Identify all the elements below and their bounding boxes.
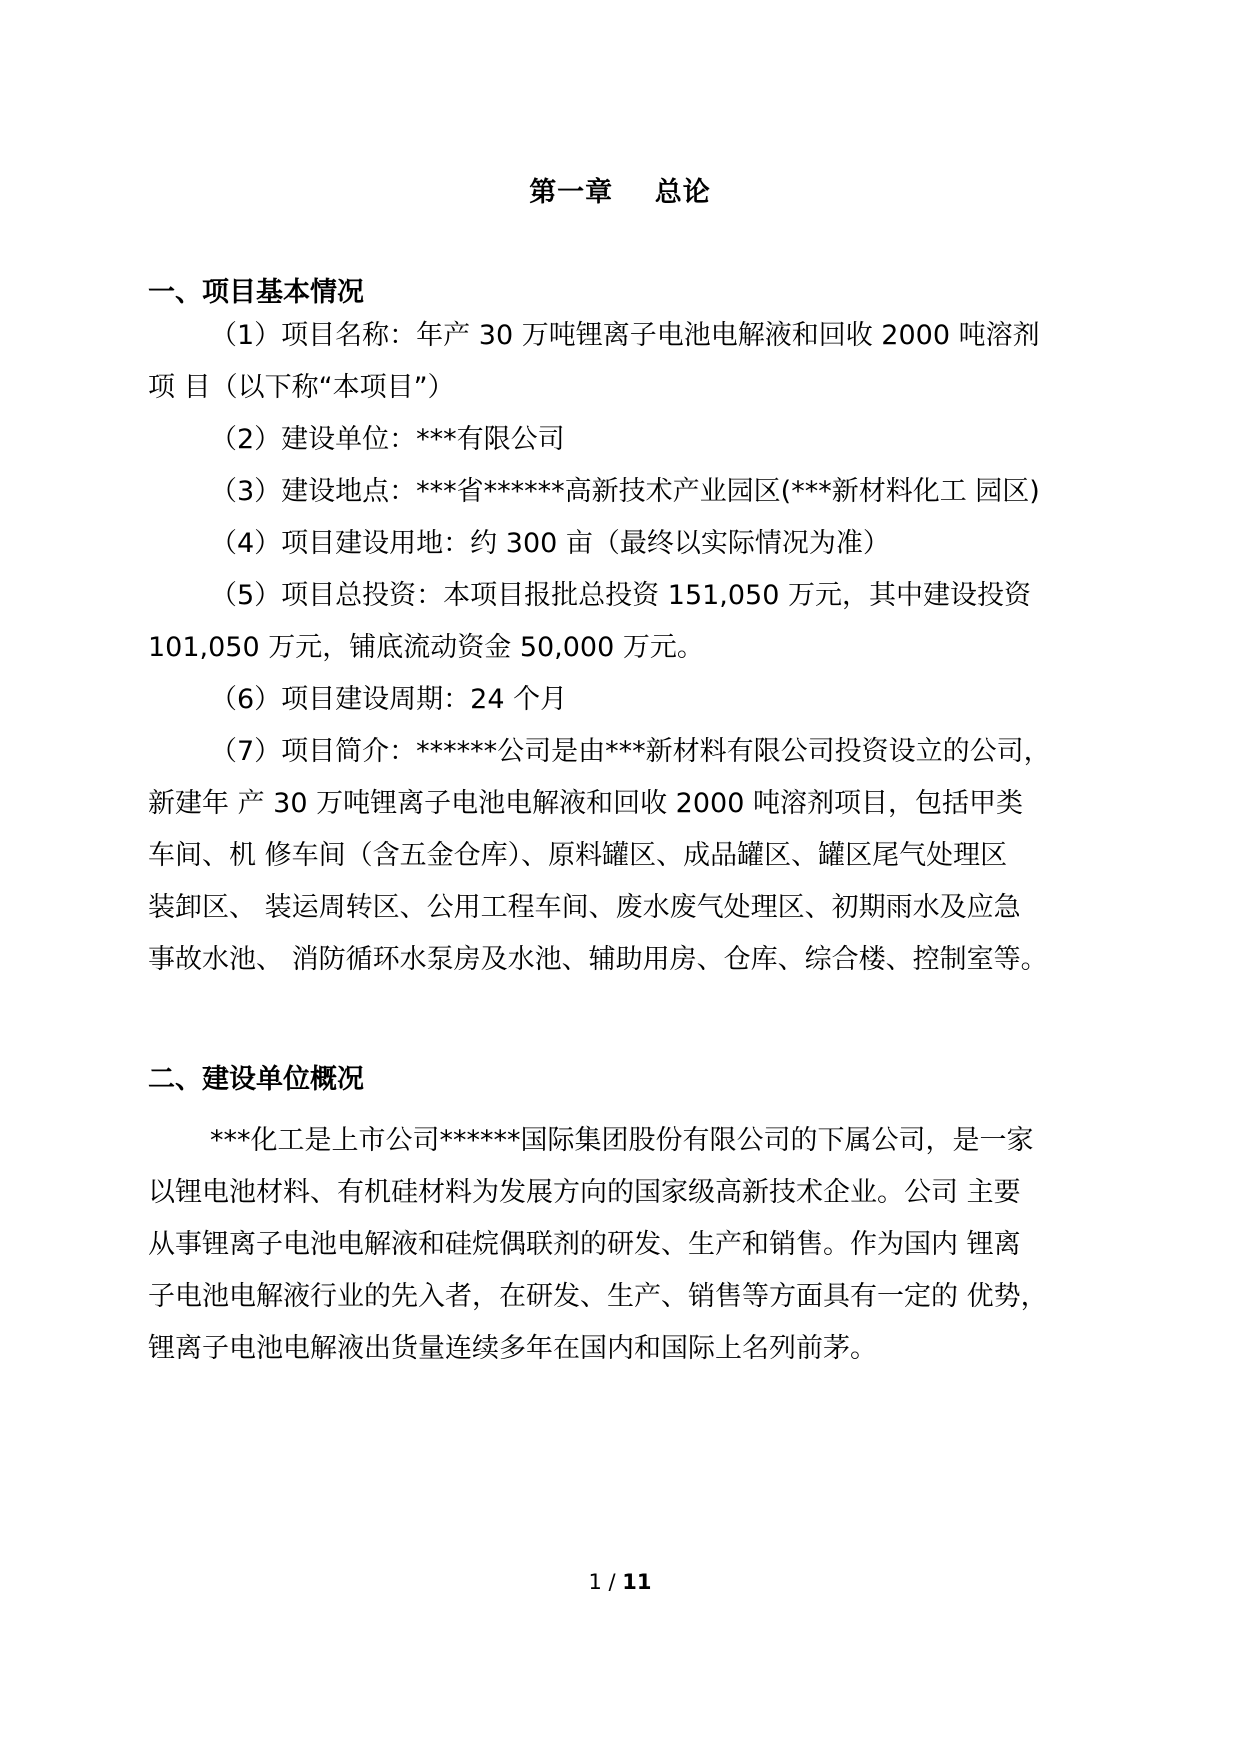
paragraph-line: 子电池电解液行业的先入者，在研发、生产、销售等方面具有一定的 优势， bbox=[148, 1281, 1048, 1312]
paragraph-line: （1）项目名称：年产 30 万吨锂离子电池电解液和回收 2000 吨溶剂 bbox=[210, 320, 1040, 351]
paragraph-line: （4）项目建设用地：约 300 亩（最终以实际情况为准） bbox=[210, 528, 890, 559]
paragraph-line: 以锂电池材料、有机硅材料为发展方向的国家级高新技术企业。公司 主要 bbox=[148, 1177, 1021, 1208]
paragraph-line: （3）建设地点：***省******高新技术产业园区(***新材料化工 园区) bbox=[210, 476, 1040, 507]
section-heading-company-overview: 二、建设单位概况 bbox=[148, 1064, 364, 1095]
paragraph-line: 锂离子电池电解液出货量连续多年在国内和国际上名列前茅。 bbox=[148, 1333, 877, 1364]
page-number-separator: / bbox=[601, 1570, 623, 1594]
current-page-number: 1 bbox=[588, 1570, 602, 1594]
paragraph-line: 装卸区、 装运周转区、公用工程车间、废水废气处理区、初期雨水及应急 bbox=[148, 892, 1021, 923]
page-number bbox=[0, 1570, 1240, 1594]
paragraph-line: （5）项目总投资：本项目报批总投资 151,050 万元，其中建设投资 bbox=[210, 580, 1031, 611]
project-overview-body bbox=[148, 310, 1103, 986]
total-page-count: 11 bbox=[622, 1570, 652, 1594]
chapter-title: 第一章 总论 bbox=[529, 177, 711, 208]
company-overview-body bbox=[148, 1115, 1103, 1375]
paragraph-line: 车间、机 修车间（含五金仓库）、原料罐区、成品罐区、罐区尾气处理区 bbox=[148, 840, 1008, 871]
paragraph-line: ***化工是上市公司******国际集团股份有限公司的下属公司，是一家 bbox=[210, 1125, 1034, 1156]
paragraph-line: 事故水池、 消防循环水泵房及水池、辅助用房、仓库、综合楼、控制室等。 bbox=[148, 944, 1048, 975]
paragraph-line: 项 目（以下称“本项目”） bbox=[148, 372, 455, 403]
section-heading-project-overview: 一、项目基本情况 bbox=[148, 277, 364, 308]
paragraph-line: 新建年 产 30 万吨锂离子电池电解液和回收 2000 吨溶剂项目，包括甲类 bbox=[148, 788, 1023, 819]
paragraph-line: （6）项目建设周期：24 个月 bbox=[210, 684, 568, 715]
paragraph-line: （7）项目简介：******公司是由***新材料有限公司投资设立的公司， bbox=[210, 736, 1051, 767]
paragraph-line: （2）建设单位：***有限公司 bbox=[210, 424, 565, 455]
paragraph-line: 从事锂离子电池电解液和硅烷偶联剂的研发、生产和销售。作为国内 锂离 bbox=[148, 1229, 1021, 1260]
paragraph-line: 101,050 万元，铺底流动资金 50,000 万元。 bbox=[148, 632, 704, 663]
